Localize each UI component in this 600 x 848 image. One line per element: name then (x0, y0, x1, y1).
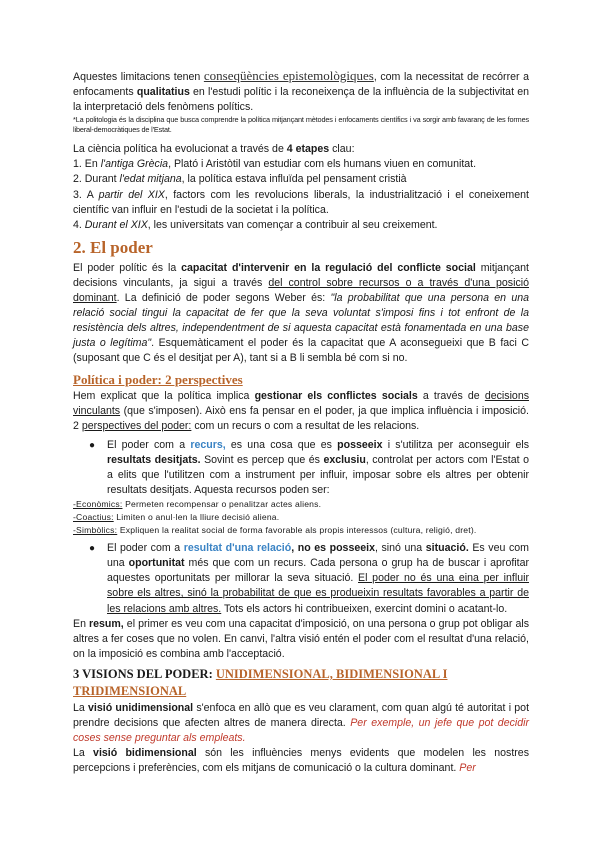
heading-accent: UNIDIMENSIONAL, BIDIMENSIONAL I TRIDIMENSIONAL (73, 666, 448, 698)
underlined-text: El poder no és una eina per influir sobre els altres, sinó la probabilitat de que es produeixin resultats favorables a partir de les relacions amb altres. (107, 572, 529, 615)
subheading-perspectives: Política i poder: 2 perspectives (73, 371, 243, 387)
text: Es veu com una (107, 542, 529, 570)
text: . Esquemàticament el poder és la capacitat que A aconsegueixi que B faci C (suposant que C és el desitjat per A), tant si a B li sembla bé com si no. (73, 337, 529, 365)
text: el primer es veu com una capacitat d'imposició, on una persona o grup pot obligar als altres a fer coses que no volen. En canvi, l'altra visió entén el poder com el resultat d'una relació, on la imposició es combina amb l'acceptació. (73, 617, 530, 660)
highlight-text: resultat d'una relació (183, 542, 292, 555)
bold-text: visió unidimensional (88, 701, 194, 714)
stage-item (73, 218, 529, 233)
text: 3. A (73, 188, 99, 201)
italic-text: Durant el XIX (84, 218, 148, 231)
bold-text: resultats desitjats. (107, 453, 201, 466)
stage-item (73, 172, 529, 187)
unidimensional-paragraph (73, 701, 529, 746)
resource-label: -Coactius: (73, 512, 114, 523)
bold-text: posseeix (337, 438, 383, 451)
bold-text: exclusiu (323, 453, 366, 466)
text: , controlat per actors com l'Estat o a elits que l'utilitzen com a instrument per influir, imposar sobre els altres per obtenir resultats desitjats. Aquesta recursos poden ser: (107, 453, 529, 497)
text: Expliquen la realitat social de forma favorable als propis interessos (cultura, religió, dret). (117, 525, 477, 536)
bidimensional-paragraph (73, 746, 529, 776)
text: La ciència política ha evolucionat a través de (73, 143, 287, 156)
text: , la política estava influïda pel pensament cristià (181, 173, 407, 186)
text: com un recurs o com a resultat de les relacions. (191, 419, 420, 432)
bullet-item-relacio (73, 541, 529, 616)
text: Aquestes limitacions tenen (73, 71, 204, 83)
weber-quote: "la probabilitat que una persona en una relació social tingui la capacitat de fer que la seva voluntat s'imposi fins i tot enfront de la resistència dels altres, independentment de si aquesta capacitat està fonamentada en una base justa o legítima" (73, 292, 529, 350)
epistemological-link: conseqüències epistemològiques (203, 68, 374, 83)
resource-label: -Econòmics: (73, 499, 123, 510)
bold-text: 4 etapes (286, 143, 330, 156)
bold-text: oportunitat (128, 557, 185, 570)
text: . La definició de poder segons Weber és: (116, 292, 331, 305)
poder-paragraph (73, 261, 529, 367)
text: , sinó una (374, 542, 426, 555)
bold-text: visió bidimensional (93, 747, 197, 760)
resource-item (73, 511, 529, 524)
underlined-text: decisions vinculants (73, 389, 530, 417)
heading-prefix: 3 VISIONS DEL PODER: (73, 666, 216, 681)
bullet-dot-icon: ● (89, 439, 96, 451)
text: , Plató i Aristòtil van estudiar com els humans viuen en comunitat. (168, 158, 477, 171)
document-body (73, 68, 529, 776)
text: Limiten o anul·len la lliure decisió aliena. (113, 512, 280, 523)
subheading-visions (73, 666, 529, 700)
text: (que s'imposen). Això ens fa pensar en el poder, ja que implica influència i imposició. 2 (73, 404, 529, 432)
bold-text: qualitatius (136, 86, 190, 99)
text: El poder polític és la (73, 261, 182, 274)
text: El poder com a (107, 542, 184, 555)
resource-item (73, 524, 529, 537)
text: en l'estudi polític i la reconeixença de la influència de la subjectivitat en la interpretació dels fenòmens polítics. (73, 86, 529, 114)
bullet-item-recurs (73, 438, 529, 498)
text: , com la necessitat de recórrer a enfocaments (73, 71, 529, 99)
text: a través de (417, 389, 485, 402)
footnote: *La politologia és la disciplina que busca comprendre la política mitjançant mètodes i enfocaments científics i va sorgir amb favaranç de les formes liberal-democràtiques de l'Estat. (73, 115, 529, 134)
intro-paragraph (73, 68, 529, 115)
text: La (73, 747, 94, 760)
resource-item (73, 498, 529, 511)
example-text: Per exemple, un jefe que pot decidir coses sense preguntar als empleats. (73, 717, 530, 745)
text: més que com un recurs. Cada persona o grup ha de buscar i aprofitar aquestes oportunitats per millorar la seva situació. (107, 557, 530, 585)
text: i s'utilitza per aconseguir els (382, 438, 529, 451)
underlined-text: perspectives del poder: (81, 419, 192, 432)
italic-text: l'antiga Grècia (100, 158, 169, 171)
text: El poder com a (107, 438, 191, 451)
stage-item (73, 157, 529, 172)
summary-paragraph (73, 617, 529, 662)
text: Hem explicat que la política implica (73, 389, 255, 402)
stages-lead (73, 142, 529, 157)
bold-text: resum, (89, 617, 124, 630)
section-heading-poder: 2. El poder (73, 237, 153, 257)
italic-text: l'edat mitjana (119, 173, 182, 186)
example-text: Per (459, 762, 476, 775)
bullet-dot-icon: ● (89, 543, 96, 555)
text: es una cosa que es (225, 438, 338, 451)
perspectives-paragraph (73, 389, 529, 434)
italic-text: partir del XIX (98, 188, 165, 201)
text: , factors com les revolucions liberals, la industrialització i el coneixement científic van influir en l'estudi de la societat i la política. (73, 188, 529, 216)
bold-text: capacitat d'intervenir en la regulació del conflicte social (181, 261, 476, 274)
bold-text: situació. (425, 542, 469, 555)
text: són les influències menys evidents que modelen les nostres percepcions i preferències, com els mitjans de comunicació o la cultura dominant. (73, 747, 529, 775)
highlight-text: recurs, (190, 438, 226, 451)
text: Sovint es percep que és (200, 453, 324, 466)
text: La (73, 701, 89, 714)
text: En (73, 617, 90, 630)
text: , les universitats van començar a contribuir al seu creixement. (147, 218, 438, 231)
text: s'enfoca en allò que es veu clarament, com quan algú té autoritat i pot prendre decisions que afecten altres de manera directa. (73, 701, 530, 729)
resource-label: -Simbòlics: (73, 525, 118, 536)
text: Permeten recompensar o penalitzar actes aliens. (122, 499, 322, 510)
underlined-text: del control sobre recursos o a través d'una posició dominant (73, 276, 529, 305)
text: 4. (73, 218, 85, 231)
text: Tots els actors hi contribueixen, exercint domini o acatant-lo. (221, 602, 508, 615)
text: clau: (329, 143, 355, 156)
bold-text: gestionar els conflictes socials (254, 389, 418, 402)
bold-text: , no es posseeix (291, 542, 375, 555)
text: mitjançant decisions vinculants, ja sigui a través (73, 261, 529, 289)
text: 1. En (73, 158, 101, 171)
text: 2. Durant (73, 173, 120, 186)
stage-item (73, 188, 529, 218)
